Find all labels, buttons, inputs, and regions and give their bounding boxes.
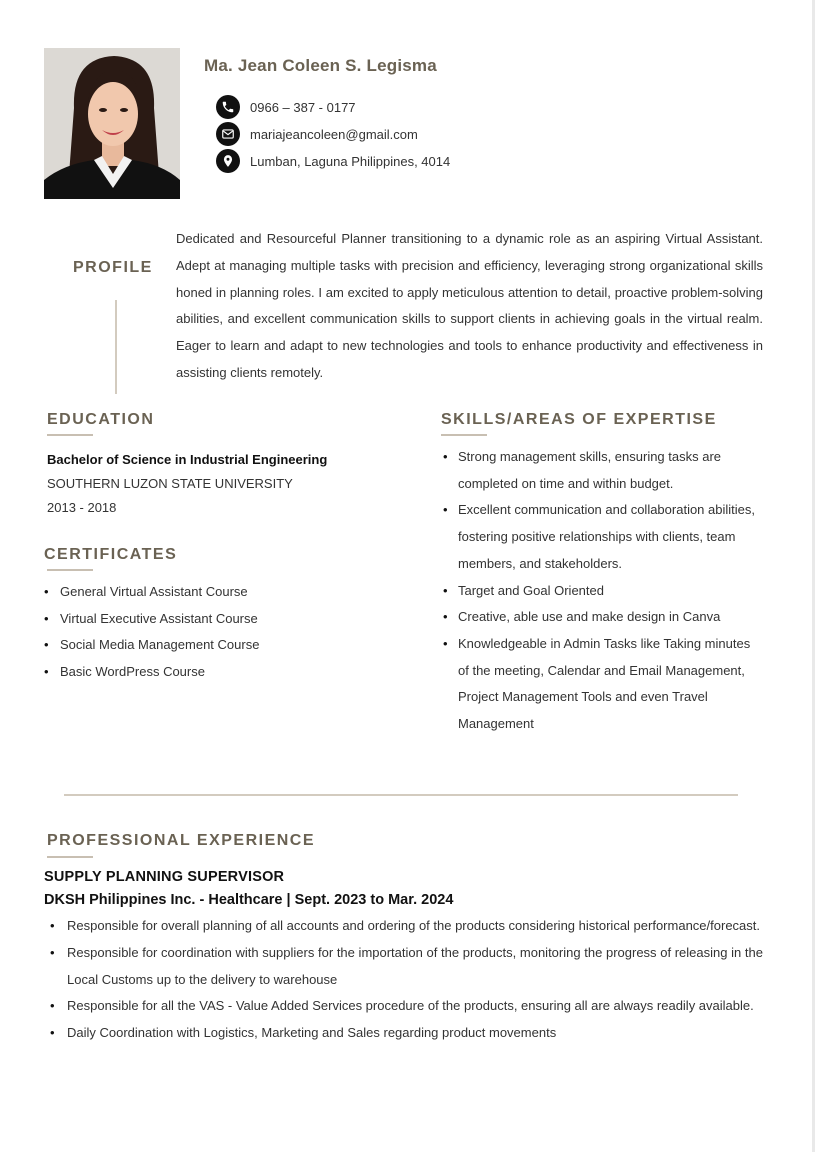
contact-phone [216, 95, 356, 119]
education-heading: EDUCATION [47, 411, 155, 428]
certificate-item: • Basic WordPress Course [44, 663, 259, 690]
section-divider [64, 794, 738, 796]
skill-item: • Knowledgeable in Admin Tasks like Taking minutes of the meeting, Calendar and Email Management, Project Management Tools and even Travel Management [441, 631, 763, 738]
phone-text: 0966 – 387 - 0177 [250, 99, 356, 115]
location-icon [216, 149, 240, 173]
education-school: SOUTHERN LUZON STATE UNIVERSITY [47, 476, 293, 491]
education-years: 2013 - 2018 [47, 500, 117, 515]
profile-heading: PROFILE [73, 259, 153, 276]
address-text: Lumban, Laguna Philippines, 4014 [250, 153, 451, 169]
skills-underline [441, 434, 487, 436]
certificate-item: • Social Media Management Course [44, 636, 259, 663]
profile-photo [44, 48, 180, 199]
candidate-name: Ma. Jean Coleen S. Legisma [204, 56, 437, 75]
phone-icon [216, 95, 240, 119]
duty-item: • Daily Coordination with Logistics, Marketing and Sales regarding product movements [50, 1020, 763, 1047]
contact-address [216, 149, 450, 173]
skill-item: • Strong management skills, ensuring tasks are completed on time and within budget. [441, 444, 763, 497]
experience-underline [47, 856, 93, 858]
portrait-image [44, 48, 180, 199]
certificates-heading: CERTIFICATES [44, 546, 178, 563]
duty-item: • Responsible for all the VAS - Value Added Services procedure of the products, ensuring all are always readily available. [50, 993, 763, 1020]
skills-heading: SKILLS/AREAS OF EXPERTISE [441, 411, 717, 428]
certificates-list [44, 583, 259, 690]
profile-divider [115, 300, 117, 394]
certificates-underline [47, 569, 93, 571]
duty-item: • Responsible for overall planning of all accounts and ordering of the products considering historical performance/forecast. [50, 913, 763, 940]
contact-email [216, 122, 418, 146]
email-icon [216, 122, 240, 146]
certificate-item: • General Virtual Assistant Course [44, 583, 259, 610]
skill-item: • Excellent communication and collaboration abilities, fostering positive relationships with clients, team members, and stakeholders. [441, 497, 763, 577]
duties-list [50, 913, 763, 1047]
education-underline [47, 434, 93, 436]
skill-item: • Creative, able use and make design in Canva [441, 604, 763, 631]
job-title: SUPPLY PLANNING SUPERVISOR [44, 869, 285, 885]
certificate-item: • Virtual Executive Assistant Course [44, 610, 259, 637]
job-company: DKSH Philippines Inc. - Healthcare | Sept. 2023 to Mar. 2024 [44, 892, 454, 908]
skill-item: • Target and Goal Oriented [441, 578, 763, 605]
education-degree: Bachelor of Science in Industrial Engineering [47, 452, 328, 467]
email-text[interactable]: mariajeancoleen@gmail.com [250, 126, 418, 142]
experience-heading: PROFESSIONAL EXPERIENCE [47, 832, 316, 849]
duty-item: • Responsible for coordination with suppliers for the importation of the products, monitoring the progress of releasing in the Local Customs up to the delivery to warehouse [50, 940, 763, 994]
skills-list [441, 444, 763, 738]
profile-summary: Dedicated and Resourceful Planner transitioning to a dynamic role as an aspiring Virtual Assistant. Adept at managing multiple tasks with precision and efficiency, leveraging strong organizational skills honed in planning roles. I am excited to apply meticulous attention to detail, proactive problem-solving abilities, and excellent communication skills to support clients in achieving goals in the virtual realm. Eager to learn and adapt to new technologies and tools to enhance productivity and effectiveness in assisting clients remotely. [176, 231, 763, 380]
